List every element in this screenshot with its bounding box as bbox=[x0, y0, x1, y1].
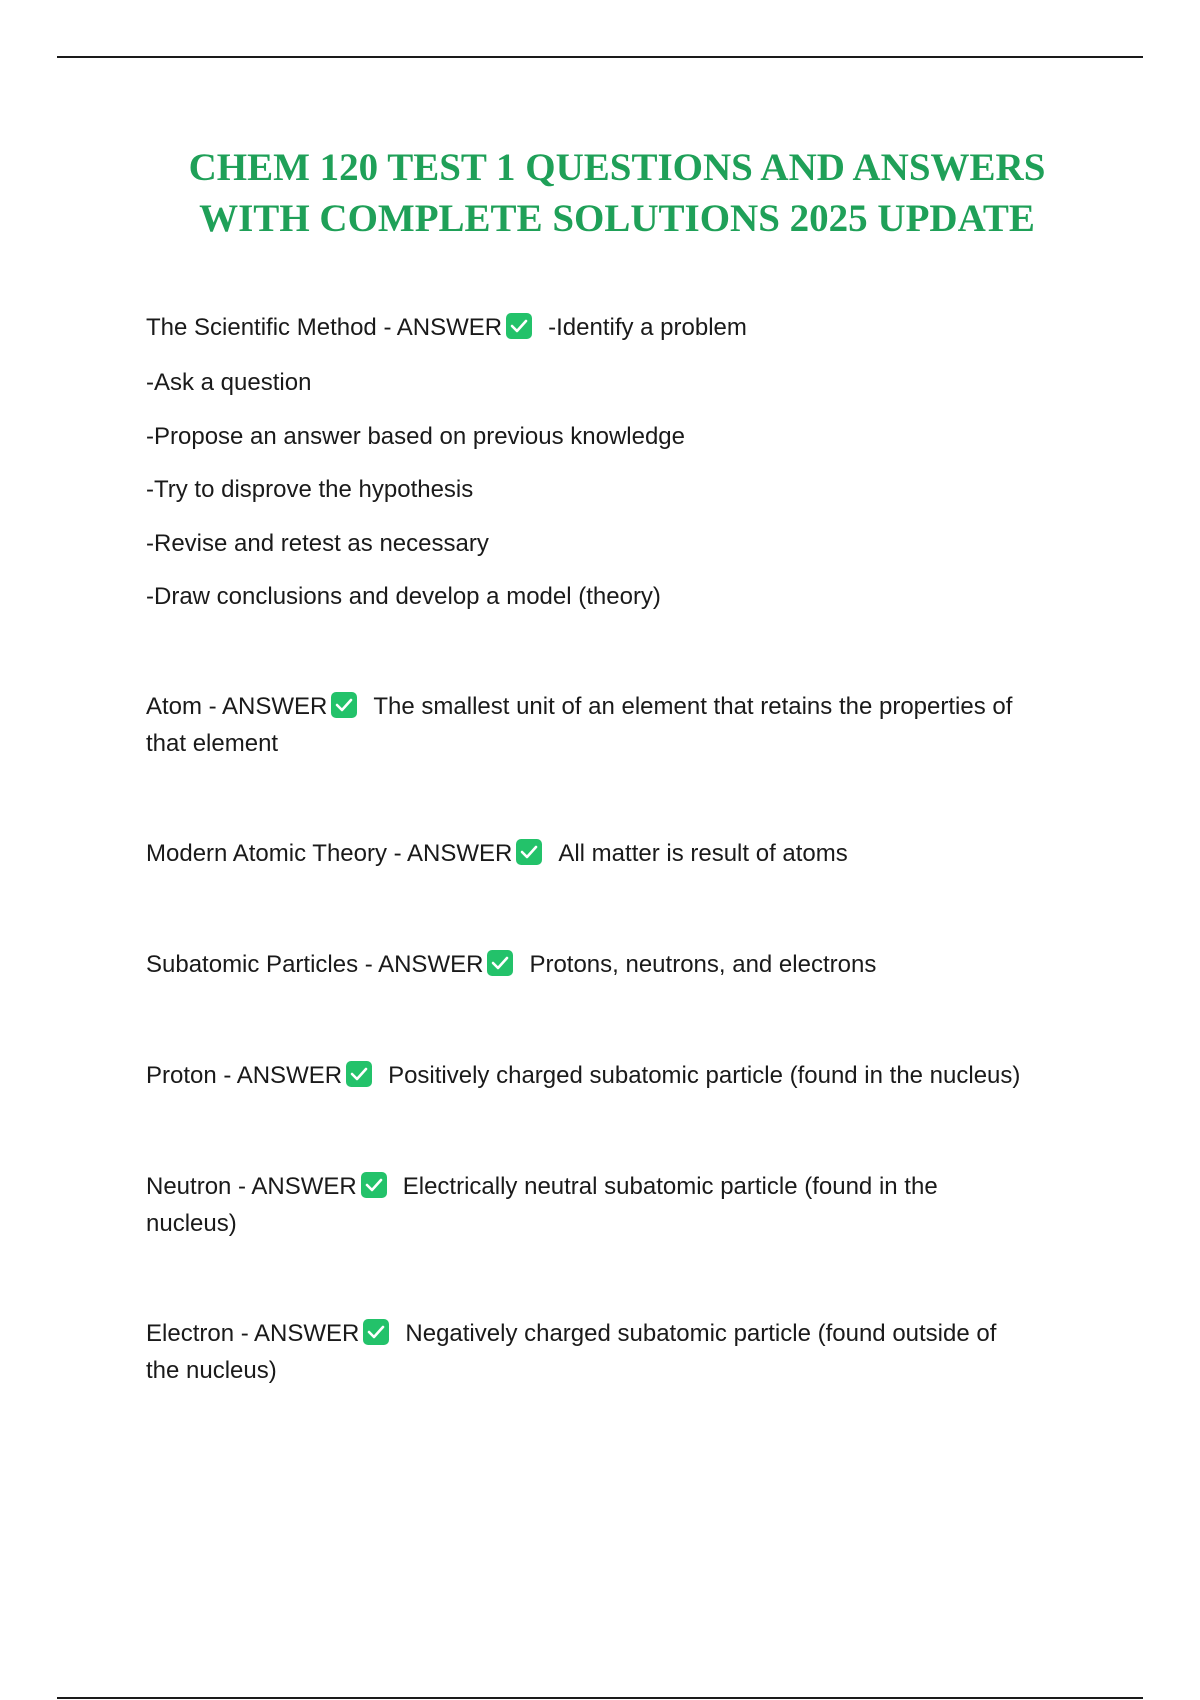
title-line-2: WITH COMPLETE SOLUTIONS 2025 UPDATE bbox=[199, 197, 1035, 240]
answer-label: ANSWER bbox=[251, 1173, 357, 1200]
check-icon bbox=[516, 839, 542, 865]
answer-text: Positively charged subatomic particle (found in the nucleus) bbox=[388, 1062, 1021, 1089]
title-line-1: CHEM 120 TEST 1 QUESTIONS AND ANSWERS bbox=[188, 146, 1046, 189]
check-icon bbox=[506, 313, 532, 339]
answer-label: ANSWER bbox=[222, 693, 328, 720]
term: Atom - bbox=[146, 693, 223, 720]
term: The Scientific Method - bbox=[146, 314, 397, 341]
qa-subatomic-particles bbox=[146, 946, 1106, 983]
answer-text: Negatively charged subatomic particle (found outside of bbox=[405, 1320, 997, 1347]
answer-text-cont: the nucleus) bbox=[146, 1357, 277, 1384]
qa-atom bbox=[146, 688, 1106, 762]
answer-text: Protons, neutrons, and electrons bbox=[529, 951, 877, 978]
term: Subatomic Particles - bbox=[146, 951, 379, 978]
qa-modern-atomic-theory bbox=[146, 835, 1106, 872]
top-rule bbox=[57, 56, 1143, 58]
check-icon bbox=[487, 950, 513, 976]
answer-label: ANSWER bbox=[396, 314, 503, 341]
answer-text: Electrically neutral subatomic particle (found in the bbox=[402, 1173, 938, 1200]
check-icon bbox=[331, 692, 357, 718]
list-item: -Revise and retest as necessary bbox=[146, 529, 489, 557]
answer-text-cont: nucleus) bbox=[146, 1210, 237, 1237]
scientific-method-steps bbox=[146, 364, 685, 632]
term: Electron - bbox=[146, 1320, 255, 1347]
qa-neutron bbox=[146, 1168, 1106, 1242]
qa-electron bbox=[146, 1315, 1106, 1389]
term: Modern Atomic Theory - bbox=[146, 840, 407, 867]
answer-label: ANSWER bbox=[254, 1320, 360, 1347]
answer-text: -Identify a problem bbox=[548, 314, 747, 341]
check-icon bbox=[361, 1172, 387, 1198]
term: Neutron - bbox=[146, 1173, 252, 1200]
answer-label: ANSWER bbox=[378, 951, 484, 978]
qa-scientific-method bbox=[146, 309, 1106, 346]
document-title bbox=[60, 142, 1174, 244]
check-icon bbox=[363, 1319, 389, 1345]
answer-label: ANSWER bbox=[407, 840, 513, 867]
answer-text-cont: that element bbox=[146, 730, 279, 757]
term: Proton - bbox=[146, 1062, 237, 1089]
list-item: -Ask a question bbox=[146, 369, 312, 396]
qa-proton bbox=[146, 1057, 1106, 1094]
bottom-rule bbox=[57, 1697, 1143, 1699]
answer-label: ANSWER bbox=[236, 1062, 343, 1089]
list-item: -Draw conclusions and develop a model (theory) bbox=[146, 583, 661, 610]
list-item: -Try to disprove the hypothesis bbox=[146, 476, 474, 503]
list-item: -Propose an answer based on previous knowledge bbox=[146, 422, 686, 450]
check-icon bbox=[346, 1061, 372, 1087]
answer-text: The smallest unit of an element that retains the properties of bbox=[373, 693, 1013, 720]
answer-text: All matter is result of atoms bbox=[558, 840, 848, 867]
